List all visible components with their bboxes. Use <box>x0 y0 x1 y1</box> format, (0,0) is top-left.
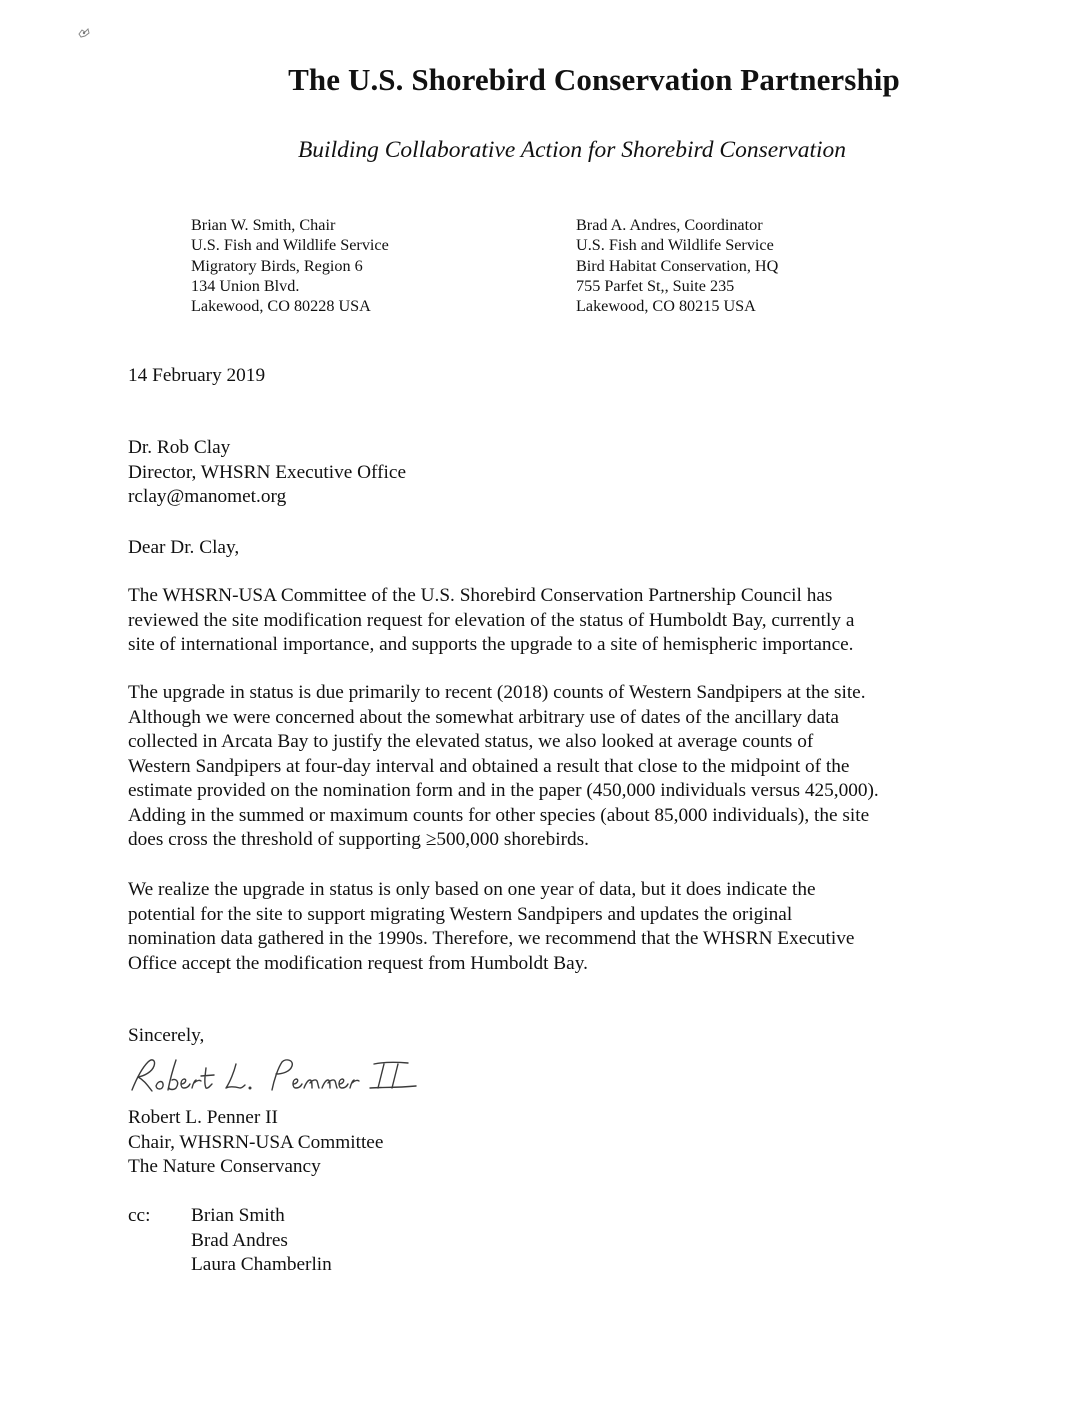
coordinator-address-line: Bird Habitat Conservation, HQ <box>576 256 779 275</box>
paragraph-line: Western Sandpipers at four-day interval and obtained a result that close to the midpoint of the <box>128 755 850 777</box>
cc-name: Brian Smith <box>191 1205 285 1226</box>
organization-tagline: Building Collaborative Action for Shorebird Conservation <box>297 137 847 163</box>
signer-organization: The Nature Conservancy <box>128 1156 321 1177</box>
chair-address-line: 134 Union Blvd. <box>191 276 300 295</box>
recipient-title: Director, WHSRN Executive Office <box>128 461 407 483</box>
paragraph-line: Office accept the modification request from Humboldt Bay. <box>128 952 588 974</box>
cc-label: cc: <box>128 1205 151 1226</box>
body-paragraph-1 <box>128 584 968 658</box>
coordinator-address-line: 755 Parfet St,, Suite 235 <box>576 276 735 295</box>
paragraph-line: reviewed the site modification request for elevation of the status of Humboldt Bay, currently a <box>128 609 855 631</box>
recipient-email[interactable]: rclay@manomet.org <box>128 486 287 507</box>
chair-address-line: Brian W. Smith, Chair <box>191 216 336 234</box>
chair-address-line: U.S. Fish and Wildlife Service <box>191 236 389 255</box>
paragraph-line: does cross the threshold of supporting ≥500,000 shorebirds. <box>128 829 589 850</box>
recipient-block <box>128 436 968 510</box>
coordinator-address-line: Lakewood, CO 80215 USA <box>576 297 756 316</box>
closing: Sincerely, <box>128 1025 205 1046</box>
salutation: Dear Dr. Clay, <box>128 537 240 558</box>
paragraph-line: The WHSRN-USA Committee of the U.S. Shorebird Conservation Partnership Council has <box>128 585 833 606</box>
chair-address-line: Migratory Birds, Region 6 <box>191 256 363 275</box>
cc-list <box>191 1204 332 1278</box>
coordinator-address-block <box>576 215 778 316</box>
paragraph-line: nomination data gathered in the 1990s. Therefore, we recommend that the WHSRN Executive <box>128 928 855 949</box>
paragraph-line: Although we were concerned about the somewhat arbitrary use of dates of the ancillary data <box>128 706 839 728</box>
paragraph-line: The upgrade in status is due primarily to recent (2018) counts of Western Sandpipers at the site. <box>128 682 866 703</box>
body-paragraph-2 <box>128 681 968 853</box>
paragraph-line: We realize the upgrade in status is only based on one year of data, but it does indicate the <box>128 879 816 900</box>
body-paragraph-3 <box>128 878 968 976</box>
cc-name: Brad Andres <box>191 1229 288 1251</box>
paragraph-line: Adding in the summed or maximum counts for other species (about 85,000 individuals), the site <box>128 804 870 826</box>
letter-date: 14 February 2019 <box>128 365 266 386</box>
recipient-name: Dr. Rob Clay <box>128 437 231 458</box>
coordinator-address-line: U.S. Fish and Wildlife Service <box>576 236 774 255</box>
chair-address-block <box>191 215 389 316</box>
chair-address-line: Lakewood, CO 80228 USA <box>191 297 371 316</box>
corner-mark-icon <box>76 26 92 40</box>
signer-block <box>128 1106 968 1180</box>
paragraph-line: potential for the site to support migrating Western Sandpipers and updates the original <box>128 903 793 925</box>
handwritten-signature <box>126 1050 426 1100</box>
cc-name: Laura Chamberlin <box>191 1254 332 1275</box>
paragraph-line: estimate provided on the nomination form and in the paper (450,000 individuals versus 425,000). <box>128 780 879 801</box>
signer-title: Chair, WHSRN-USA Committee <box>128 1131 384 1153</box>
paragraph-line: collected in Arcata Bay to justify the elevated status, we also looked at average counts of <box>128 731 814 752</box>
organization-title: The U.S. Shorebird Conservation Partnership <box>288 62 900 97</box>
signer-name: Robert L. Penner II <box>128 1107 278 1128</box>
paragraph-line: site of international importance, and supports the upgrade to a site of hemispheric importance. <box>128 634 854 655</box>
coordinator-address-line: Brad A. Andres, Coordinator <box>576 216 763 234</box>
